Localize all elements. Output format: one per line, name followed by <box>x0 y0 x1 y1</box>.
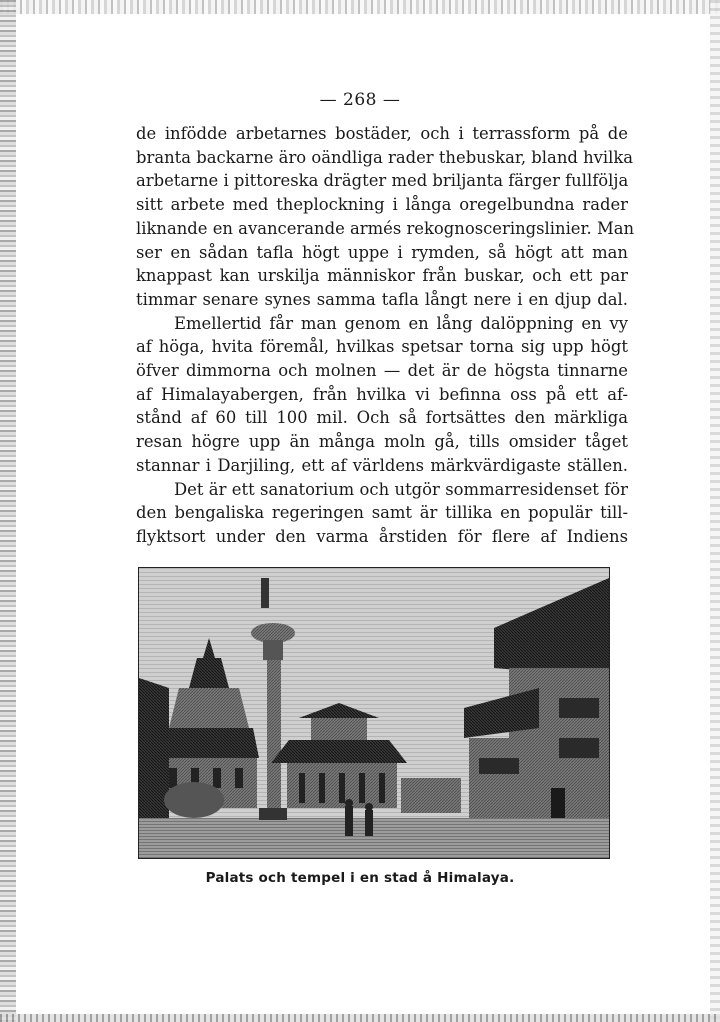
text-line: ser en sådan tafla högt uppe i rymden, så högt att man <box>136 242 628 262</box>
text-line: stånd af 60 till 100 mil. Och så fortsättes den märkliga <box>136 408 628 428</box>
text-line: den bengaliska regeringen samt är tillika en populär till- <box>136 503 628 523</box>
body-text <box>136 122 635 549</box>
text-line: timmar senare synes samma tafla långt nere i en djup dal. <box>136 289 628 309</box>
engraving-illustration <box>139 568 609 858</box>
text-line: flyktsort under den varma årstiden för flere af Indiens <box>136 526 628 546</box>
text-line: sitt arbete med theplockning i långa oregelbundna rader <box>136 195 628 215</box>
figure-caption: Palats och tempel i en stad å Himalaya. <box>205 870 515 886</box>
text-line: de infödde arbetarnes bostäder, och i terrassform på de <box>136 124 628 143</box>
illustration-palace-temple <box>138 567 610 859</box>
text-line: af höga, hvita föremål, hvilkas spetsar torna sig upp högt <box>136 337 628 357</box>
text-line: knappast kan urskilja människor från buskar, och ett par <box>136 266 628 286</box>
text-line: arbetarne i pittoreska drägter med briljanta färger fullfölja <box>136 171 629 191</box>
page-edge-bottom <box>0 1014 720 1022</box>
page-edge-right <box>710 0 720 1022</box>
text-line: resan högre upp än många moln gå, tills omsider tåget <box>136 432 628 452</box>
courtyard-ground <box>139 818 609 858</box>
text-line: stannar i Darjiling, ett af världens märkvärdigaste ställen. <box>136 455 628 475</box>
elephant-statue <box>164 782 224 818</box>
far-buildings <box>401 778 461 813</box>
page-number: — 268 — <box>319 90 401 110</box>
text-line: öfver dimmorna och molnen — det är de högsta tinnarne <box>136 361 628 381</box>
text-line-paragraph-start: Det är ett sanatorium och utgör sommarresidenset för <box>174 479 628 499</box>
text-line-paragraph-start: Emellertid får man genom en lång dalöppning en vy <box>174 313 628 333</box>
text-line: branta backarne äro oändliga rader thebuskar, bland hvilka <box>136 147 634 167</box>
page-edge-top <box>0 0 720 14</box>
text-line: af Himalayabergen, från hvilka vi befinna oss på ett af- <box>136 384 628 404</box>
text-line: liknande en avancerande armés rekognosceringslinier. Man <box>136 218 635 238</box>
page-edge-left <box>0 0 16 1022</box>
